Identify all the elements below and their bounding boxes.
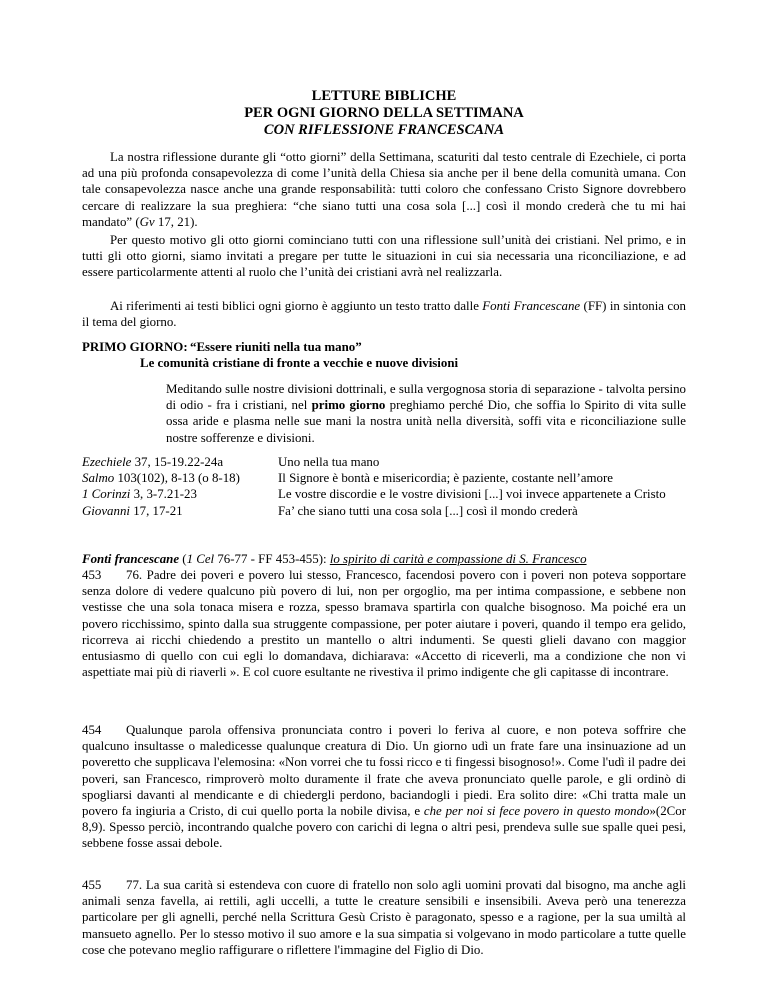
fonti-heading: Fonti francescane (1 Cel 76-77 - FF 453-455): lo spirito di carità e compassione di S. Francesco: [82, 552, 587, 566]
reading-text: Uno nella tua mano: [278, 455, 380, 469]
reading-row: Ezechiele 37, 15-19.22-24a Uno nella tua mano: [82, 454, 686, 470]
reading-row: Salmo 103(102), 8-13 (o 8-18) Il Signore è bontà e misericordia; è paziente, costante nell’amore: [82, 470, 686, 486]
fonti-paragraph-454: 454 Qualunque parola offensiva pronunciata contro i poveri lo feriva al cuore, e non poteva soffrire che qualcuno insultasse o maledicesse qualunque creatura di Dio. Un giorno udì un frate fare una insinuazione ad un poveretto che supplicava l'elemosina: «Non vorrei che tu fossi ricco e ti fingessi bisognoso!». Come l'udì il padre dei poveri, san Francesco, rimproverò molto duramente il frate che aveva pronunciato quelle parole, e gli ordinò di spogliarsi davanti al mendicante e di chiedergli perdono, baciandogli i piedi. Era solito dire: «Chi tratta male un povero fa ingiuria a Cristo, di cui quello porta la nobile divisa, e che per noi si fece povero in questo mondo»(2Cor 8,9). Spesso perciò, incontrando qualche povero con carichi di legna o altri pesi, prendeva sulle sue spalle quei pesi, sebbene fosse assai debole.: [82, 723, 687, 851]
day-label: PRIMO GIORNO:: [82, 340, 188, 354]
readings-list: [82, 454, 686, 519]
document-title-line-2: PER OGNI GIORNO DELLA SETTIMANA: [244, 105, 524, 121]
paragraph-number: 454: [82, 723, 102, 737]
paragraph-number: 455: [82, 878, 102, 892]
reading-book: 1 Corinzi: [82, 487, 131, 502]
day-theme: “Essere riuniti nella tua mano”: [190, 340, 362, 354]
fonti-paragraph-455: 455 77. La sua carità si estendeva con cuore di fratello non solo agli uomini provati dal bisogno, ma anche agli animali senza favella, ai rettili, agli uccelli, a tutte le creature sensibili e insensibili. Aveva però una tenerezza particolare per gli agnelli, perché nella Scrittura Gesù Cristo è paragonato, spesso e a ragione, per la sua umiltà al mansueto agnello. Per lo stesso motivo il suo amore e la sua simpatia si volgevano in modo particolare a tutte quelle cose che potevano meglio raffigurare o riflettere l'immagine del Figlio di Dio.: [82, 878, 686, 957]
reading-row: Giovanni 17, 17-21 Fa’ che siano tutti una cosa sola [...] così il mondo crederà: [82, 503, 686, 519]
reading-book: Salmo: [82, 471, 115, 486]
day-heading: [82, 339, 686, 370]
intro-paragraph-2: Per questo motivo gli otto giorni cominciano tutti con una riflessione sull’unità dei cristiani. Nel primo, e in tutti gli otto giorni, siamo invitati a pregare per tutte le situazioni in cui sia necessaria una riconciliazione, e ad essere particolarmente attenti al ruolo che l’unità dei cristiani avrà nel realizzarla.: [82, 233, 686, 280]
reading-text: Il Signore è bontà e misericordia; è paziente, costante nell’amore: [278, 471, 614, 486]
intro-paragraph-3: Ai riferimenti ai testi biblici ogni giorno è aggiunto un testo tratto dalle Fonti Francescane (FF) in sintonia con il tema del giorno.: [82, 299, 686, 330]
fonti-topic: lo spirito di carità e compassione di S. Francesco: [329, 552, 587, 566]
paragraph-number: 453: [82, 568, 102, 582]
day-meditation: Meditando sulle nostre divisioni dottrinali, e sulla vergognosa storia di separazione - talvolta persino di odio - fra i cristiani, nel primo giorno preghiamo perché Dio, che soffia lo Spirito di vita sulle ossa aride e plasma nelle sue mani la nostra unità nella diversità, soffi vita e riconciliazione sulle nostre sofferenze e divisioni.: [166, 382, 687, 445]
reading-book: Ezechiele: [82, 455, 132, 469]
day-subtitle: Le comunità cristiane di fronte a vecchie e nuove divisioni: [140, 356, 459, 370]
fonti-paragraph-453: 453 76. Padre dei poveri e povero lui stesso, Francesco, facendosi povero con i poveri non poteva sopportare senza dolore di vedere qualcuno più povero di lui, non per orgoglio, ma per intima compassione, e sebbene non vestisse che una sola tonaca misera e rozza, spesso bramava spartirla con qualche bisognoso. Ma poiché era un povero ricchissimo, spinto dalla sua struggente compassione, per poter aiutare i poveri, quando il tempo era gelido, ricorreva ai ricchi chiedendo a prestito un mantello o altri indumenti. Se questi glieli davano con maggior entusiasmo di quello con cui egli lo domandava, dichiarava: «Accetto di riceverli, ma a condizione che non vi aspettiate mai più di riaverli ». E col cuore esultante ne rivestiva il primo indigente che gli capitasse di incontrare.: [82, 568, 686, 680]
reading-book: Giovanni: [82, 503, 130, 518]
reading-text: Fa’ che siano tutti una cosa sola [...] così il mondo crederà: [278, 503, 578, 518]
intro-paragraph-1: La nostra riflessione durante gli “otto giorni” della Settimana, scaturiti dal testo centrale di Ezechiele, ci porta ad una più profonda consapevolezza di come l’unità della Chiesa sia anche per il bene della comunità umana. Con tale consapevolezza nasce anche una grande responsabilità: tutti coloro che confessano Cristo Signore dovrebbero cercare di realizzare la sua preghiera: “che siano tutti una cosa sola [...] così il mondo crederà che tu mi hai mandato” (Gv 17, 21).: [82, 150, 686, 229]
reading-text: Le vostre discordie e le vostre divisioni [...] voi invece appartenete a Cristo: [278, 487, 666, 502]
document-title-line-3: CON RIFLESSIONE FRANCESCANA: [263, 122, 505, 138]
gospel-ref: Gv: [139, 214, 155, 229]
reading-row: 1 Corinzi 3, 3-7.21-23 Le vostre discordie e le vostre divisioni [...] voi invece appartenete a Cristo: [82, 486, 686, 502]
document-title-line-1: LETTURE BIBLICHE: [311, 88, 457, 104]
